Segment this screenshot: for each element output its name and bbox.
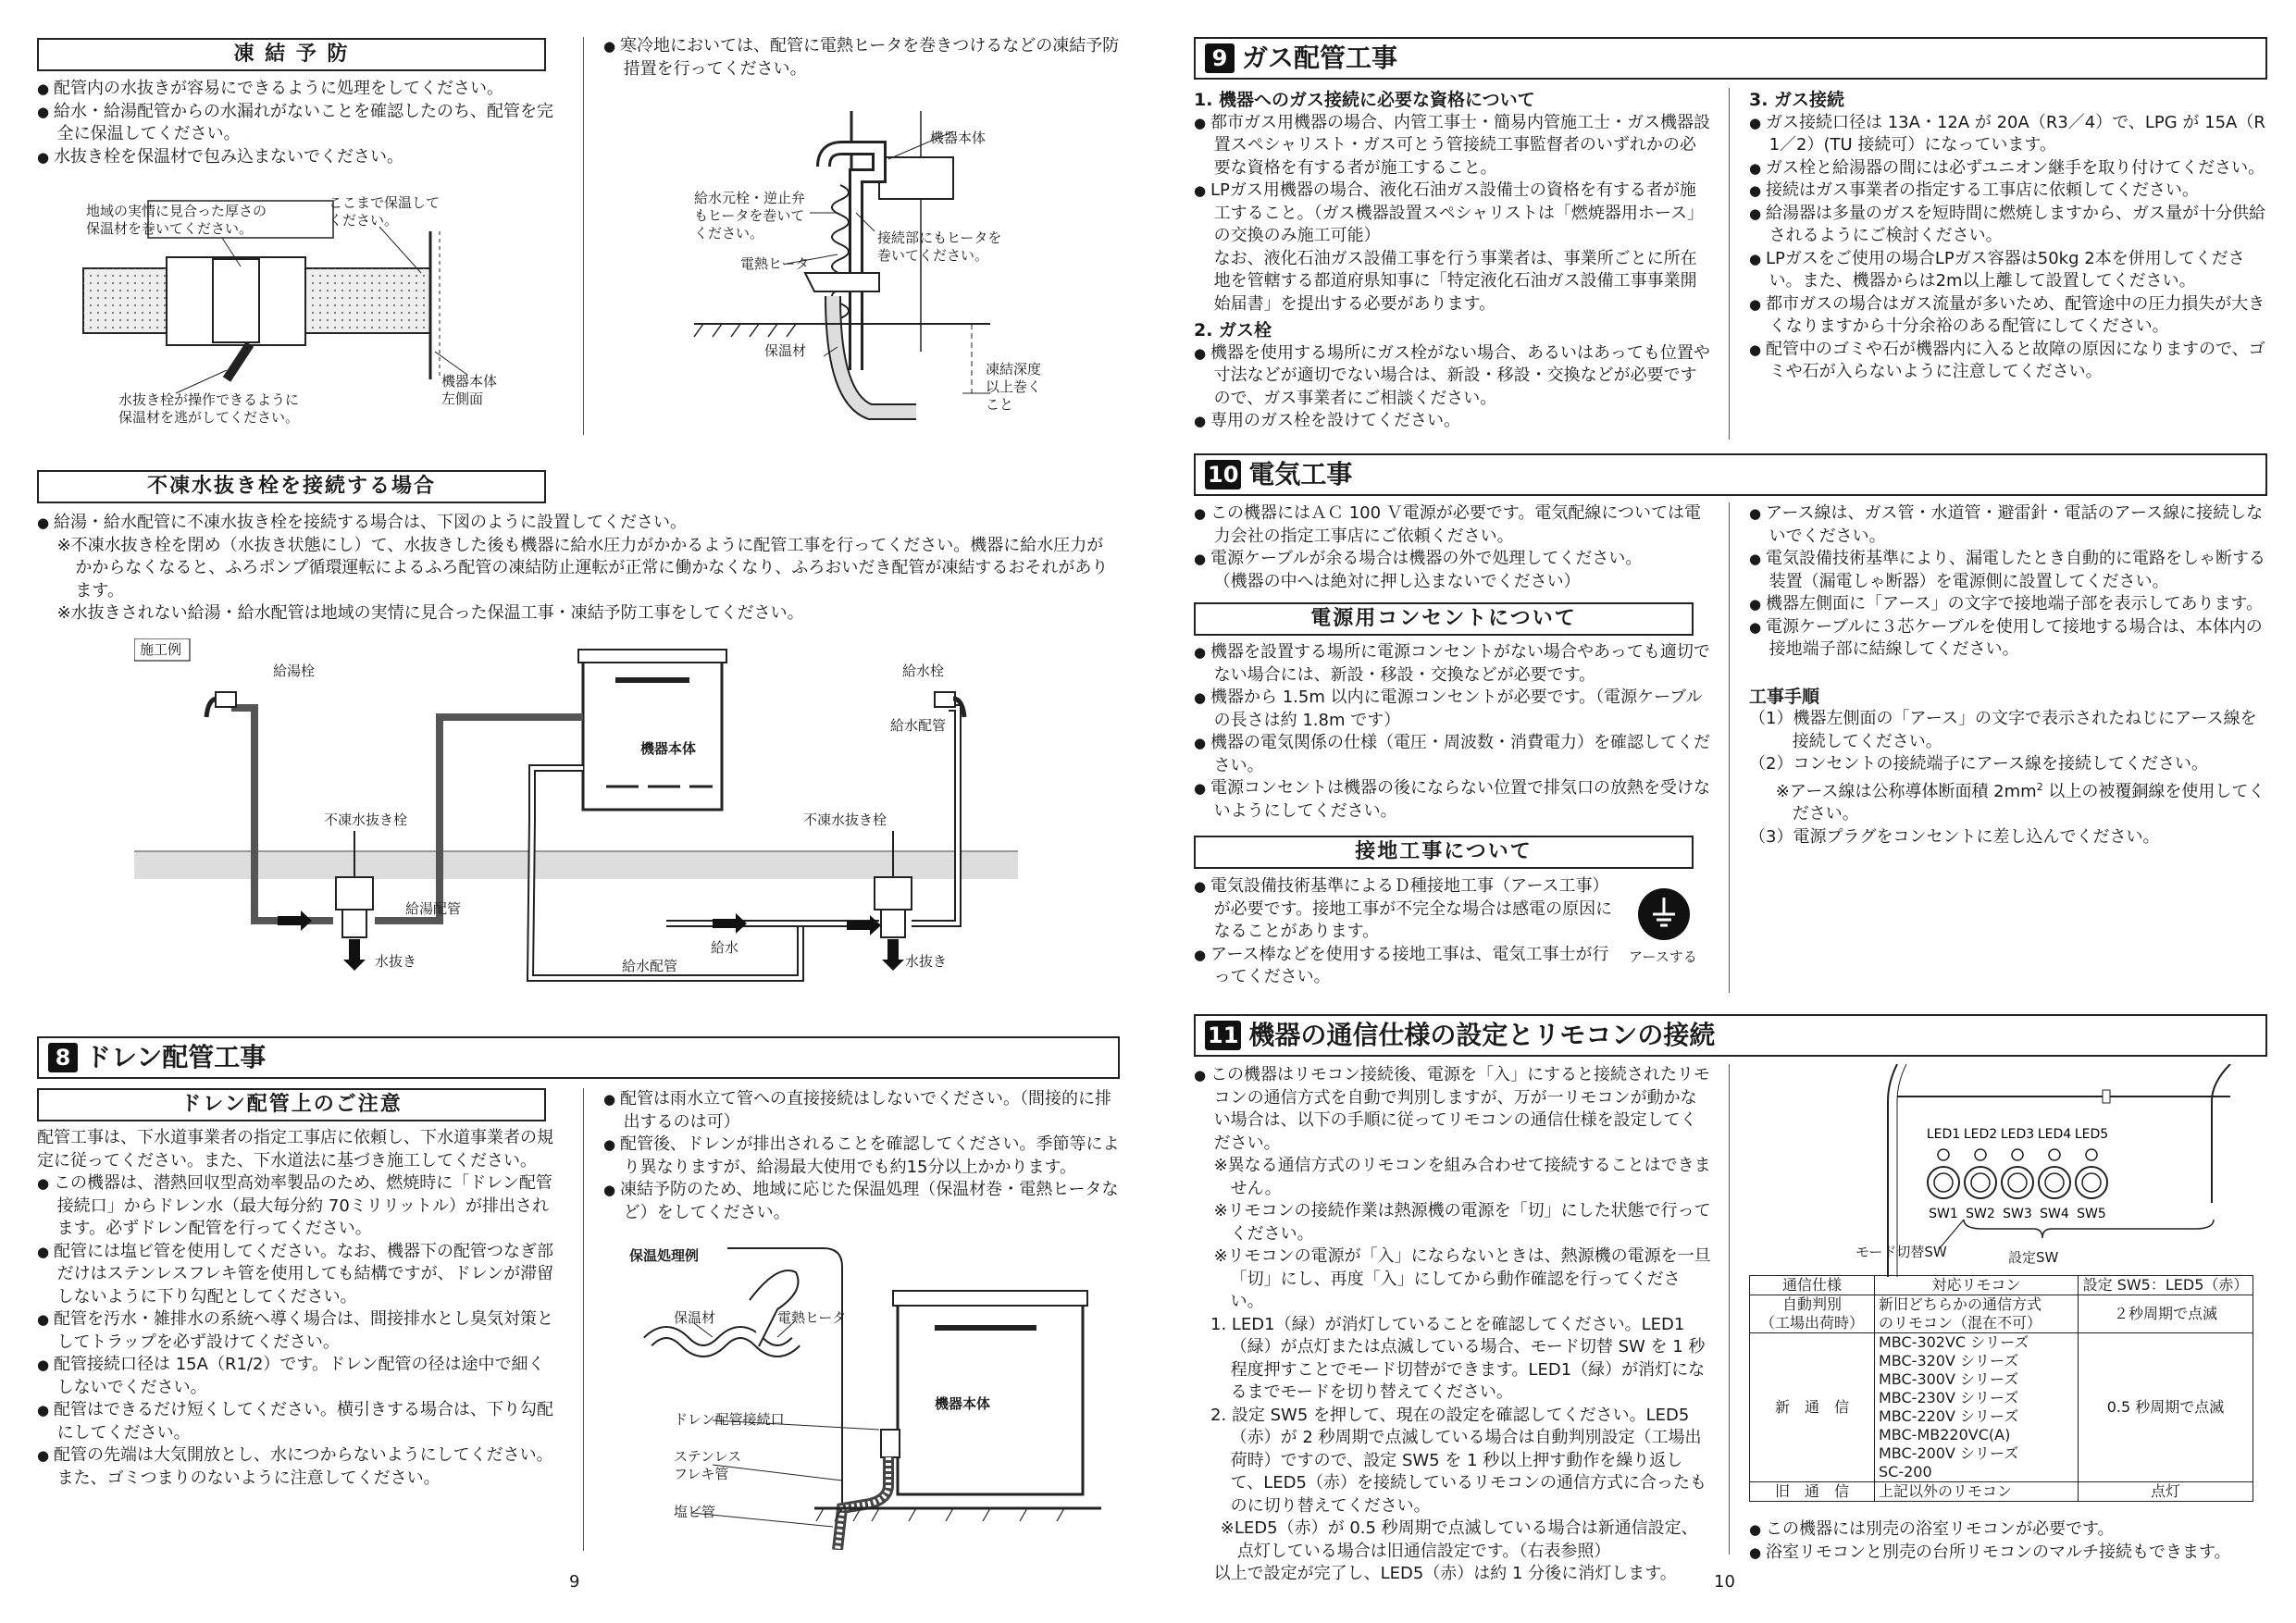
elec-divider (1729, 502, 1730, 993)
outlet-text: ● 機器を設置する場所に電源コンセントがない場合やあっても適切でない場合には、新設・移設・交換などが必要です。 ● 機器から 1.5m 以内に電源コンセントが必要です。（電源ケーブルの長さは約 1.8m です） ● 機器の電気関係の仕様（電圧・周波数・消費電力）を確認してください。 ● 電源コンセントは機器の後にならない位置で排気口の放熱を受けないようにしてください。 (1194, 641, 1712, 823)
led-indicator (1975, 1149, 1986, 1160)
led-label: LED4 (2037, 1127, 2072, 1142)
led-label: LED1 (1926, 1127, 1961, 1142)
freeze-right-bullet: ● 寒冷地においては、配管に電熱ヒータを巻きつけるなどの凍結予防措置を行ってください。 (603, 35, 1122, 81)
ground-heading: 接地工事について (1194, 836, 1694, 869)
af-cold-tap: 給水栓 (902, 663, 945, 679)
af-supply: 給水配管 (890, 717, 947, 734)
drain-fig-example: 保温処理例 (629, 1247, 700, 1264)
drain-section-heading: 8 ドレン配管工事 (37, 1036, 1120, 1079)
af-water: 給水 (711, 939, 739, 956)
setting-sw-label: 設定SW (2008, 1249, 2059, 1266)
led-sw-figure (1749, 1064, 2267, 1277)
table-row: 旧 通 信 上記以外のリモコン 点灯 (1750, 1482, 2253, 1502)
sw-label: SW4 (2040, 1207, 2069, 1221)
page-number-right: 10 (1714, 1572, 1735, 1592)
gas-section-heading: 9 ガス配管工事 (1194, 37, 2267, 80)
proc-note: ※アース線は公称導体断面積 $2mm^2$ 以上の被覆銅線を使用してください。 (1775, 780, 2265, 824)
fig2-label-valve: 給水元栓・逆止弁 もヒータを巻いて ください。 (694, 190, 806, 242)
fig2-label-joint: 接続部にもヒータを 巻いてください。 (877, 229, 1002, 264)
freeze-heading: 凍 結 予 防 (37, 38, 546, 71)
drain-fig-body: 機器本体 (935, 1395, 991, 1412)
af-drain-right: 水抜き (905, 953, 948, 970)
left-top-divider (583, 37, 584, 435)
fig2-label-heater: 電熱ヒータ (740, 255, 810, 272)
af-drain-left: 水抜き (375, 953, 417, 970)
fig2-label-insul: 保温材 (764, 342, 807, 359)
fig1-label-here: ここまで保温して ください。 (329, 194, 441, 229)
sw-label: SW1 (1929, 1207, 1958, 1221)
sw-button-inner (2008, 1173, 2027, 1192)
drain-fig-port: ドレン配管接続口 (674, 1411, 785, 1428)
drain-fig-insul: 保温材 (674, 1309, 716, 1326)
sw-button-inner (1971, 1173, 1990, 1192)
elec-section-heading: 10 電気工事 (1194, 453, 2267, 496)
outlet-heading: 電源用コンセントについて (1194, 602, 1694, 636)
led-indicator (2086, 1149, 2097, 1160)
fig1-label-body: 機器本体 左側面 (441, 373, 498, 407)
af-cold-pipe: 給水配管 (622, 958, 678, 974)
af-body: 機器本体 (640, 740, 697, 757)
ground-label: アースする (1629, 948, 1697, 965)
comm-spec-table: 通信仕様 対応リモコン 設定 SW5：LED5（赤） 自動判別 （工場出荷時） 新旧どちらかの通信方式 のリモコン（混在不可） ２秒周期で点滅 新 通 信 MBC-302VC シリーズ MBC-320V シリーズ MBC-300V シリーズ MBC-230V シリーズ MBC-220V シリーズ MBC-MB220VC(A) MBC-200V シリーズ SC-200 0.5 秒周期で点滅 旧 通 信 上記以外のリモコン 点灯 (1749, 1275, 2253, 1502)
comm-section-heading: 11 機器の通信仕様の設定とリモコンの接続 (1194, 1014, 2267, 1057)
drain-subheading: ドレン配管上のご注意 (37, 1088, 546, 1121)
antifreeze-figure (134, 638, 1032, 1009)
gas-divider (1729, 88, 1730, 440)
fig1-label-drain: 水抜き栓が操作できるように 保温材を逃がしてください。 (118, 391, 300, 426)
table-row: 新 通 信 MBC-302VC シリーズ MBC-320V シリーズ MBC-300V シリーズ MBC-230V シリーズ MBC-220V シリーズ MBC-MB220VC(A) MBC-200V シリーズ SC-200 0.5 秒周期で点滅 (1750, 1333, 2253, 1482)
drain-right-text: ● 配管は雨水立て管への直接接続はしないでください。（間接的に排出するのは可） ● 配管後、ドレンが排出されることを確認してください。季節等により異なりますが、給湯最大使用でも約15分以上かかります。 ● 凍結予防のため、地域に応じた保温処理（保温材巻・電熱ヒータなど）をしてください。 (603, 1088, 1122, 1224)
antifreeze-heading: 不凍水抜き栓を接続する場合 (37, 470, 546, 503)
sw-label: SW5 (2077, 1207, 2106, 1221)
drain-fig-pvc: 塩ビ管 (674, 1504, 716, 1520)
led-label: LED5 (2074, 1127, 2109, 1142)
left-bottom-divider (583, 1088, 584, 1551)
gas-right-col: 3. ガス接続 ● ガス接続口径は 13A・12A が 20A（R3／4）で、LPG が 15A（R 1／2）(TU 接続可）になっています。 ● ガス栓と給湯器の間には必ずユニオン継手を取り付けてください。 ● 接続はガス事業者の指定する工事店に依頼してください。 ● 給湯器は多量のガスを短時間に燃焼しますから、ガス量が十分供給されるようにご検討ください。 ● LPガスをご使用の場合LPガス容器は50kg 2本を併用してください。また、機器からは2m以上離して設置してください。 ● 都市ガスの場合はガス流量が多いため、配管途中の圧力損失が大きくなりますから十分余裕のある配管にしてください。 ● 配管中のゴミや石が機器内に入ると故障の原因になりますので、ゴミや石が入らないように注意してください。 (1749, 85, 2267, 384)
led-label: LED2 (1963, 1127, 1998, 1142)
page-number-left: 9 (569, 1572, 580, 1592)
freeze-heater-figure (602, 93, 1120, 426)
freeze-bullets: ● 配管内の水抜きが容易にできるように処理をしてください。 ● 給水・給湯配管からの水漏れがないことを確認したのち、配管を完全に保温してください。 ● 水抜き栓を保温材で包み込まないでください。 (37, 78, 555, 168)
sw-label: SW2 (1966, 1207, 1995, 1221)
af-example: 施工例 (140, 641, 182, 658)
af-hot-pipe: 給湯配管 (405, 900, 462, 917)
comm-text: ● この機器はリモコン接続後、電源を「入」にすると接続されたリモコンの通信方式を自動で判別しますが、万が一リモコンが動かない場合は、以下の手順に従ってリモコンの通信仕様を設定してください。 ※異なる通信方式のリモコンを組み合わせて接続することはできません。 ※リモコンの接続作業は熱源機の電源を「切」にした状態で行ってください。 ※リモコンの電源が「入」にならないときは、熱源機の電源を一旦「切」にし、再度「入」にしてから動作確認を行ってください。 1. LED1（緑）が消灯していることを確認してください。LED1（緑）が点灯または点滅している場合、モード切替 SW を 1 秒程度押すことでモード切替ができます。LED1（緑）が消灯になるまでモードを切り替えてください。 2. 設定 SW5 を押して、現在の設定を確認してください。LED5（赤）が 2 秒周期で点滅している場合は自動判別設定（工場出荷時）ですので、設定 SW5 を 1 秒以上押す動作を繰り返して、LED5（赤）を接続しているリモコンの通信方式に合ったものに切り替えてください。 ※LED5（赤）が 0.5 秒周期で点滅している場合は新通信設定、点灯している場合は旧通信設定です。（右表参照） 以上で設定が完了し、LED5（赤）は約 1 分後に消灯します。 (1194, 1064, 1712, 1586)
sw-button-inner (2045, 1173, 2064, 1192)
sw-button-inner (1934, 1173, 1953, 1192)
elec-right-text: ● アース線は、ガス管・水道管・避雷針・電話のアース線に接続しないでください。 ● 電気設備技術基準により、漏電したとき自動的に電路をしゃ断する装置（漏電しゃ断器）を電源側に設置してください。 ● 機器左側面に「アース」の文字で接地端子部を表示してあります。 ● 電源ケーブルに３芯ケーブルを使用して接地する場合は、本体内の接地端子部に結線してください。 工事手順 （1）機器左側面の「アース」の文字で表示されたねじにアース線を接続してください。 （2）コンセントの接続端子にアース線を接続してください。 ※アース線は公称導体断面積 $2mm^2$ 以上の被覆銅線を使用してください。 （3）電源プラグをコンセントに差し込んでください。 (1749, 502, 2267, 849)
led-indicator (2049, 1149, 2060, 1160)
fig2-label-depth: 凍結深度 以上巻く こと (986, 361, 1042, 413)
drain-fig-heater: 電熱ヒータ (777, 1309, 847, 1326)
af-valve-right: 不凍水抜き栓 (803, 812, 887, 828)
led-label: LED3 (2000, 1127, 2035, 1142)
fig1-label-thickness: 地域の実情に見合った厚さの 保温材を巻いてください。 (86, 203, 267, 237)
af-valve-left: 不凍水抜き栓 (324, 812, 408, 828)
mode-sw-label: モード切替SW (1855, 1244, 1947, 1260)
drain-text: 配管工事は、下水道事業者の指定工事店に依頼し、下水道事業者の規定に従ってください。また、下水道法に基づき施工してください。 ● この機器は、潜熱回収型高効率製品のため、燃焼時に「ドレン配管接続口」からドレン水（最大毎分約 70ミリリットル）が排出されます。必ずドレン配管を行ってください。 ● 配管には塩ビ管を使用してください。なお、機器下の配管つなぎ部だけはステンレスフレキ管を使用しても結構ですが、ドレンが滞留しないように下り勾配としてください。 ● 配管を汚水・雑排水の系統へ導く場合は、間接排水とし臭気対策としてトラップを必ず設けてください。 ● 配管接続口径は 15A（R1/2）です。ドレン配管の径は途中で細くしないでください。 ● 配管はできるだけ短くしてください。横引きする場合は、下り勾配にしてください。 ● 配管の先端は大気開放とし、水につからないようにしてください。また、ゴミつまりのないように注意してください。 (37, 1127, 555, 1490)
ground-text: ● 電気設備技術基準によるＤ種接地工事（アース工事）が必要です。接地工事が不完全な場合は感電の原因になることがあります。 ● アース棒などを使用する接地工事は、電気工事士が行ってください。 (1194, 875, 1620, 989)
drain-fig-flex: ステンレス フレキ管 (674, 1448, 742, 1482)
led-indicator (2012, 1149, 2023, 1160)
sw-label: SW3 (2003, 1207, 2032, 1221)
comm-divider (1729, 1064, 1730, 1555)
antifreeze-text: ● 給湯・給水配管に不凍水抜き栓を接続する場合は、下図のように設置してください。 ※不凍水抜き栓を閉め（水抜き状態にし）て、水抜きした後も機器に給水圧力がかかるように配管工事を行ってください。機器に給水圧力がかからなくなると、ふろポンプ循環運転によるふろ配管の凍結防止運転が正常に働かなくなり、ふろおいだき配管が凍結するおそれがあります。 ※水抜きされない給湯・給水配管は地域の実情に見合った保温工事・凍結予防工事をしてください。 (37, 512, 1120, 626)
led-indicator (1938, 1149, 1949, 1160)
ground-icon (1636, 886, 1692, 942)
sw-button-inner (2082, 1173, 2101, 1192)
elec-left-text: ● この機器にはＡＣ 100 Ｖ電源が必要です。電気配線については電力会社の指定工事店にご依頼ください。 ● 電源ケーブルが余る場合は機器の外で処理してください。 （機器の中へは絶対に押し込まないでください） (1194, 502, 1712, 593)
comm-after-text: ● この機器には別売の浴室リモコンが必要です。 ● 浴室リモコンと別売の台所リモコンのマルチ接続もできます。 (1749, 1518, 2267, 1564)
fig2-label-body: 機器本体 (930, 130, 987, 146)
gas-left-col: 1. 機器へのガス接続に必要な資格について ● 都市ガス用機器の場合、内管工事士・簡易内管施工士・ガス機器設置スペシャリスト・ガス可とう管接続工事監督者のいずれかの必要な資格を有する者が施工すること。 ● LPガス用機器の場合、液化石油ガス設備士の資格を有する者が施工すること。（ガス機器設置スペシャリストは「燃焼器用ホース」の交換のみ施工可能） なお、液化石油ガス設備工事を行う事業者は、事業所ごとに所在地を管轄する都道府県知事に「特定液化石油ガス設備工事事業開始届書」を提出する必要があります。 2. ガス栓 ● 機器を使用する場所にガス栓がない場合、あるいはあっても位置や寸法などが適切でない場合は、新設・移設・交換などが必要ですので、ガス事業者にご相談ください。 ● 専用のガス栓を設けてください。 (1194, 85, 1712, 433)
af-hot-tap: 給湯栓 (273, 663, 316, 679)
led-row (1927, 1127, 2108, 1221)
table-row: 自動判別 （工場出荷時） 新旧どちらかの通信方式 のリモコン（混在不可） ２秒周期で点滅 (1750, 1295, 2253, 1333)
